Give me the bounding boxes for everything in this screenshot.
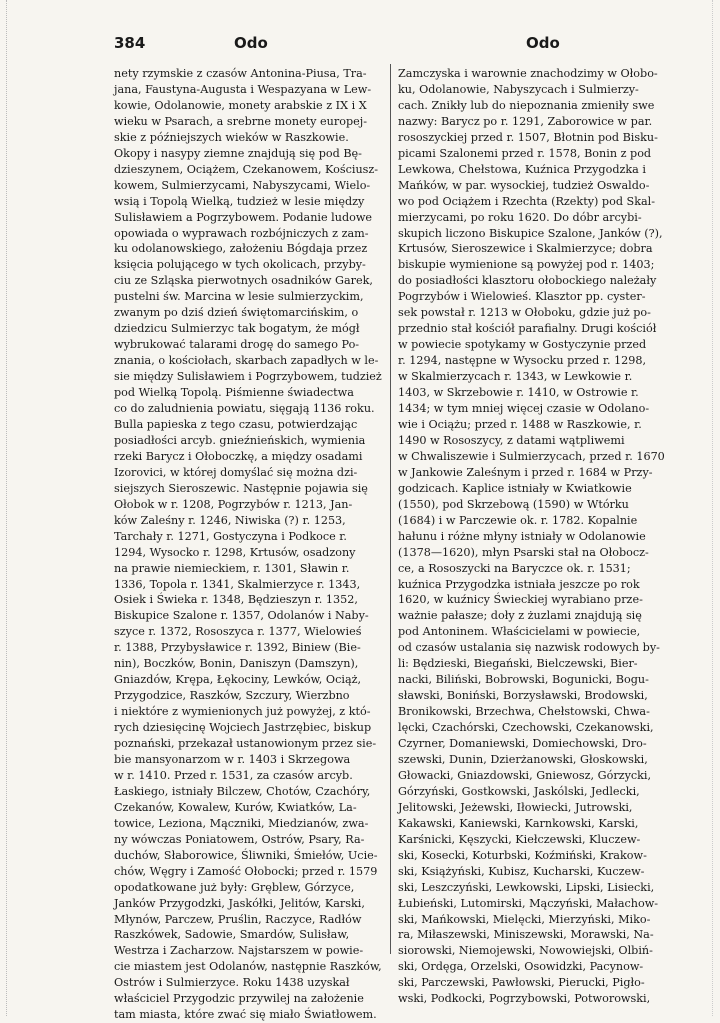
text-line: Sulisławiem a Pogrzybowem. Podanie ludowe [114,210,373,224]
text-line: ków Zaleśny r. 1246, Niwiska (?) r. 1253, [114,513,346,527]
text-line: cie miastem jest Odolanów, następnie Raszków, [114,960,382,974]
text-line: szewski, Dunin, Dzierżanowski, Głoskowski, [398,752,648,766]
left-text-column [114,66,382,1023]
text-line: ski, Kosecki, Koturbski, Koźmiński, Krakow- [398,848,647,862]
text-line: Biskupice Szalone r. 1357, Odolanów i Naby- [114,609,369,623]
text-line: Ołobok w r. 1208, Pogrzybów r. 1213, Jan- [114,497,353,511]
text-line: picami Szalonemi przed r. 1578, Bonin z pod [398,146,652,160]
text-line: Karśnicki, Kęszycki, Kiełczewski, Kluczew- [398,832,641,846]
text-line: chów, Węgry i Zamość Ołobocki; przed r. 1579 [114,864,378,878]
text-line: 1620, w kuźnicy Świeckiej wyrabiano prze- [398,593,643,607]
text-line: cach. Znikły lub do niepoznania zmieniły swe [398,98,655,112]
left-page-edge [6,0,10,1016]
running-head-left: Odo [234,34,268,52]
text-line: w r. 1410. Przed r. 1531, za czasów arcyb. [114,768,353,782]
text-line: w Skalmierzycach r. 1343, w Lewkowie r. [398,370,633,384]
text-line: nety rzymskie z czasów Antonina-Piusa, Tra- [114,67,367,80]
text-line: 1403, w Skrzebowie r. 1410, w Ostrowie r. [398,386,639,400]
text-line: Izorovici, w której domyślać się można dzi- [114,465,358,479]
text-line: Młynów, Parczew, Pruślin, Raczyce, Radłów [114,912,362,926]
text-line: biskupie wymienione są powyżej pod r. 1403; [398,258,655,272]
text-line: w Jankowie Zaleśnym i przed r. 1684 w Przy- [398,465,653,479]
text-line: ważnie pałasze; doły z żuzlami znajdują się [398,609,642,623]
text-line: (1684) i w Parczewie ok. r. 1782. Kopalnie [398,513,638,527]
text-line: Łaskiego, istniały Bilczew, Chotów, Czachóry, [114,784,371,798]
text-line: Przygodzice, Raszków, Szczury, Wierzbno [114,689,350,703]
text-line: poznański, przekazał ustanowionym przez sie- [114,737,377,751]
text-line: ny wówczas Poniatowem, Ostrów, Psary, Ra- [114,832,365,846]
text-line: li: Będzieski, Biegański, Bielczewski, Bier- [398,657,638,671]
text-line: księcia polującego w tych okolicach, przyby- [114,258,366,272]
text-line: posiadłości arcyb. gnieźnieńskich, wymienia [114,433,366,447]
text-line: rzeki Barycz i Ołoboczkę, a między osadami [114,449,363,463]
text-line: (1550), pod Skrzebową (1590) w Wtórku [398,497,629,511]
text-line: Łubieński, Lutomirski, Mączyński, Małachow- [398,896,659,910]
text-line: Lewkowa, Chełstowa, Kuźnica Przygodzka i [398,162,646,176]
text-line: od czasów ustalania się nazwisk rodowych by- [398,641,660,655]
text-line: sek powstał r. 1213 w Ołoboku, gdzie już po- [398,306,651,320]
text-line: godzicach. Kaplice istniały w Kwiatkowie [398,481,632,495]
text-line: 1294, Wysocko r. 1298, Krtusów, osadzony [114,545,356,559]
page-number: 384 [114,34,146,52]
text-line: ski, Mańkowski, Mielęcki, Mierzyński, Miko- [398,912,651,926]
text-line: wybrukować talarami drogę do samego Po- [114,338,360,352]
text-line: w powiecie spotykamy w Gostyczynie przed [398,338,647,352]
text-line: przednio stał kościół parafialny. Drugi kościół [398,322,657,336]
text-line: bie mansyonarzom w r. 1403 i Skrzegowa [114,752,351,766]
text-line: znania, o kościołach, skarbach zapadłych w le- [114,354,379,368]
text-line: opodatkowane już były: Gręblew, Górzyce, [114,880,355,894]
text-line: siorowski, Niemojewski, Nowowiejski, Olbiń- [398,944,653,958]
text-line: wo pod Ociążem i Rzechta (Rzekty) pod Skal- [398,194,656,208]
text-line: ku, Odolanowie, Nabyszycach i Sulmierzy- [398,82,639,96]
page-header [114,34,684,56]
text-line: Westrza i Zacharzow. Najstarszem w powie- [114,944,364,958]
right-page-edge [712,0,716,1016]
text-line: Czyrner, Domaniewski, Domiechowski, Dro- [398,737,647,751]
text-line: sie między Sulisławiem i Pogrzybowem, tudzież [114,370,382,384]
text-line: pod Antoninem. Właścicielami w powiecie, [398,625,641,639]
column-divider [390,64,391,954]
text-line: (1378—1620), młyn Psarski stał na Ołobocz- [398,545,649,559]
text-line: wsią i Topolą Wielką, tudzież w lesie między [114,194,365,208]
text-line: sławski, Boniński, Borzysławski, Brodowski, [398,689,648,703]
text-line: ra, Miłaszewski, Miniszewski, Morawski, Na- [398,928,654,942]
text-line: ku odolanowskiego, założeniu Bógdaja przez [114,242,368,256]
text-line: na prawie niemieckiem, r. 1301, Sławin r. [114,561,350,575]
text-line: kowie, Odolanowie, monety arabskie z IX i X [114,98,367,112]
text-line: 1434; w tym mniej więcej czasie w Odolano- [398,402,650,416]
text-line: dzieszynem, Ociążem, Czekanowem, Kościusz- [114,162,379,176]
text-line: rych dziesięcinę Wojciech Jastrzębiec, biskup [114,721,372,735]
text-line: ce, a Rososzycki na Baryczce ok. r. 1531; [398,561,631,575]
text-line: ciu ze Szląska pierwotnych osadników Garek, [114,274,373,288]
text-line: ski, Ordęga, Orzelski, Osowidzki, Pacynow- [398,960,644,974]
text-line: Kakawski, Kaniewski, Karnkowski, Karski, [398,816,639,830]
text-line: tam miasta, które zwać się miało Światłowem. [114,1008,377,1022]
text-line: Okopy i nasypy ziemne znajdują się pod Bę- [114,146,362,160]
text-line: 1490 w Rososzycy, z datami wątpliwemi [398,433,625,447]
text-line: Raszkówek, Sadowie, Smardów, Sulisław, [114,928,350,942]
text-line: duchów, Słaborowice, Śliwniki, Śmiełów, Ucie- [114,848,378,862]
text-line: kowem, Sulmierzycami, Nabyszycami, Wielo- [114,178,371,192]
text-line: wie i Ociążu; przed r. 1488 w Raszkowie, r. [398,417,642,431]
text-line: co do zaludnienia powiatu, sięgają 1136 roku. [114,402,375,416]
text-line: nin), Boczków, Bonin, Daniszyn (Damszyn), [114,657,359,671]
text-line: dziedzicu Sulmierzyc tak bogatym, że mógł [114,322,360,336]
text-line: Ostrów i Sulmierzyce. Roku 1438 uzyskał [114,976,350,990]
text-line: jana, Faustyna-Augusta i Wespazyana w Lew- [114,82,372,96]
text-line: Gniazdów, Krępa, Łękociny, Lewków, Ociąż, [114,673,362,687]
text-line: i niektóre z wymienionych już powyżej, z któ- [114,705,371,719]
text-line: wieku w Psarach, a srebrne monety europej- [114,114,367,128]
text-line: do posiadłości klasztoru ołobockiego należały [398,274,657,288]
text-line: skie z późniejszych wieków w Raszkowie. [114,130,349,144]
text-line: ski, Książyński, Kubisz, Kucharski, Kuczew- [398,864,645,878]
text-line: Bulla papieska z tego czasu, potwierdzając [114,417,358,431]
text-line: Krtusów, Sieroszewice i Skalmierzyce; dobra [398,242,653,256]
text-line: r. 1294, następne w Wysocku przed r. 1298, [398,354,647,368]
text-line: kuźnica Przygodzka istniała jeszcze po rok [398,577,640,591]
text-line: Osiek i Świeka r. 1348, Będzieszyn r. 1352, [114,593,358,607]
text-line: pustelni św. Marcina w lesie sulmierzyckim, [114,290,364,304]
text-line: nacki, Biliński, Bobrowski, Bogunicki, Bogu- [398,673,649,687]
text-line: Jelitowski, Jeżewski, Iłowiecki, Jutrowski, [398,800,633,814]
text-line: skupich liczono Biskupice Szalone, Janków (?), [398,226,663,240]
text-line: pod Wielką Topolą. Piśmienne świadectwa [114,386,354,400]
text-line: Głowacki, Gniazdowski, Gniewosz, Górzycki, [398,768,652,782]
text-line: Czekanów, Kowalew, Kurów, Kwiatków, La- [114,800,357,814]
text-line: nazwy: Barycz po r. 1291, Zaborowice w par. [398,114,653,128]
text-line: Tarchały r. 1271, Gostyczyna i Podkoce r. [114,529,347,543]
text-line: mierzycami, po roku 1620. Do dóbr arcybi- [398,210,642,224]
right-text-column [398,66,670,1007]
text-line: Mańków, w par. wysockiej, tudzież Oswaldo- [398,178,650,192]
text-line: r. 1388, Przybysławice r. 1392, Biniew (Bie- [114,641,361,655]
running-head-right: Odo [526,34,560,52]
text-line: ski, Parczewski, Pawłowski, Pierucki, Pigło- [398,976,645,990]
text-line: 1336, Topola r. 1341, Skalmierzyce r. 1343, [114,577,361,591]
text-line: siejszych Sieroszewic. Następnie pojawia się [114,481,368,495]
text-line: w Chwaliszewie i Sulmierzycach, przed r. 1670 [398,449,665,463]
text-line: szyce r. 1372, Rososzyca r. 1377, Wielowieś [114,625,362,639]
text-line: rososzyckiej przed r. 1507, Błotnin pod Bisku- [398,130,658,144]
text-line: wski, Podkocki, Pogrzybowski, Potworowski, [398,992,651,1006]
text-line: właściciel Przygodzic przywilej na założenie [114,992,364,1006]
text-line: Zamczyska i warownie znachodzimy w Ołobo- [398,67,658,80]
text-line: Pogrzybów i Wielowieś. Klasztor pp. cyster- [398,290,646,304]
text-line: Janków Przygodzki, Jaskółki, Jelitów, Karski, [114,896,365,910]
text-line: ski, Leszczyński, Lewkowski, Lipski, Lisiecki, [398,880,655,894]
text-line: lęcki, Czachórski, Czechowski, Czekanowski, [398,721,654,735]
text-line: Górzyński, Gostkowski, Jaskólski, Jedlecki, [398,784,640,798]
text-line: Bronikowski, Brzechwa, Chełstowski, Chwa- [398,705,650,719]
text-line: towice, Leziona, Mączniki, Miedzianów, zwa- [114,816,369,830]
text-line: hałunu i różne młyny istniały w Odolanowie [398,529,646,543]
text-line: opowiada o wyprawach rozbójniczych z zam- [114,226,369,240]
text-line: zwanym po dziś dzień świętomarcińskim, o [114,306,359,320]
